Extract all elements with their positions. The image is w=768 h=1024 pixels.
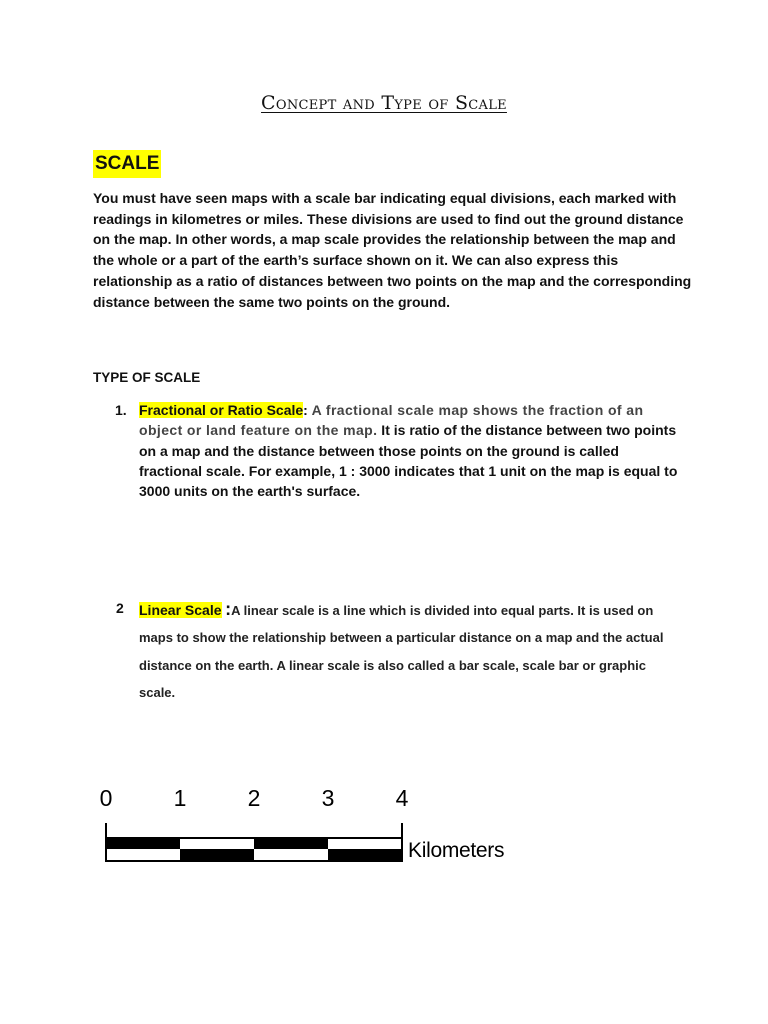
fractional-scale-item [139, 400, 679, 501]
linear-scale-term: Linear Scale [139, 602, 222, 618]
linear-scale-text: A linear scale is a line which is divided into equal parts. It is used on maps to show the relationship between a particular distance on a map and the actual distance on the earth. A linear scale is also called a bar scale, scale bar or graphic scale. [139, 603, 664, 700]
page-title: Concept and Type of Scale [261, 92, 507, 114]
fractional-scale-rest: It is ratio of the distance between two points on a map and the distance between those points on the ground is called fractional scale. For example, 1 : 3000 indicates that 1 unit on the map is equal to 3000 units on the earth's surface. [139, 422, 678, 500]
scale-bar-segment [254, 838, 328, 849]
fractional-scale-term: Fractional or Ratio Scale [139, 402, 304, 418]
scale-bar-segment [328, 849, 402, 861]
item-1-number: 1. [115, 402, 127, 418]
scale-tick-label: 3 [321, 785, 335, 811]
scale-tick-label: 4 [395, 785, 409, 811]
linear-scale-item [139, 596, 679, 706]
type-of-scale-heading: TYPE OF SCALE [93, 370, 201, 385]
scale-bar-segment [180, 849, 254, 861]
scale-tick-label: 2 [247, 785, 261, 811]
fractional-scale-lead: A fractional scale map shows the fraction of an object or land feature on the map. [139, 402, 644, 439]
scale-tick-label: 0 [99, 785, 113, 811]
scale-heading: SCALE [93, 150, 161, 178]
item-2-number: 2 [116, 600, 124, 616]
item-1-colon: : [303, 402, 308, 418]
scale-bar-segment [106, 838, 180, 849]
scale-tick-label: 1 [173, 785, 187, 811]
scale-paragraph: You must have seen maps with a scale bar indicating equal divisions, each marked with readings in kilometres or miles. These divisions are used to find out the ground distance on the map. In other words, a map scale provides the relationship between the map and the whole or a part of the earth’s surface shown on it. We can also express this relationship as a ratio of distances between two points on the map and the corresponding distance between the same two points on the ground. [93, 190, 692, 310]
scale-bar-graphic [95, 785, 405, 865]
scale-bar-unit: Kilometers [408, 839, 505, 862]
item-2-colon: : [225, 599, 232, 619]
